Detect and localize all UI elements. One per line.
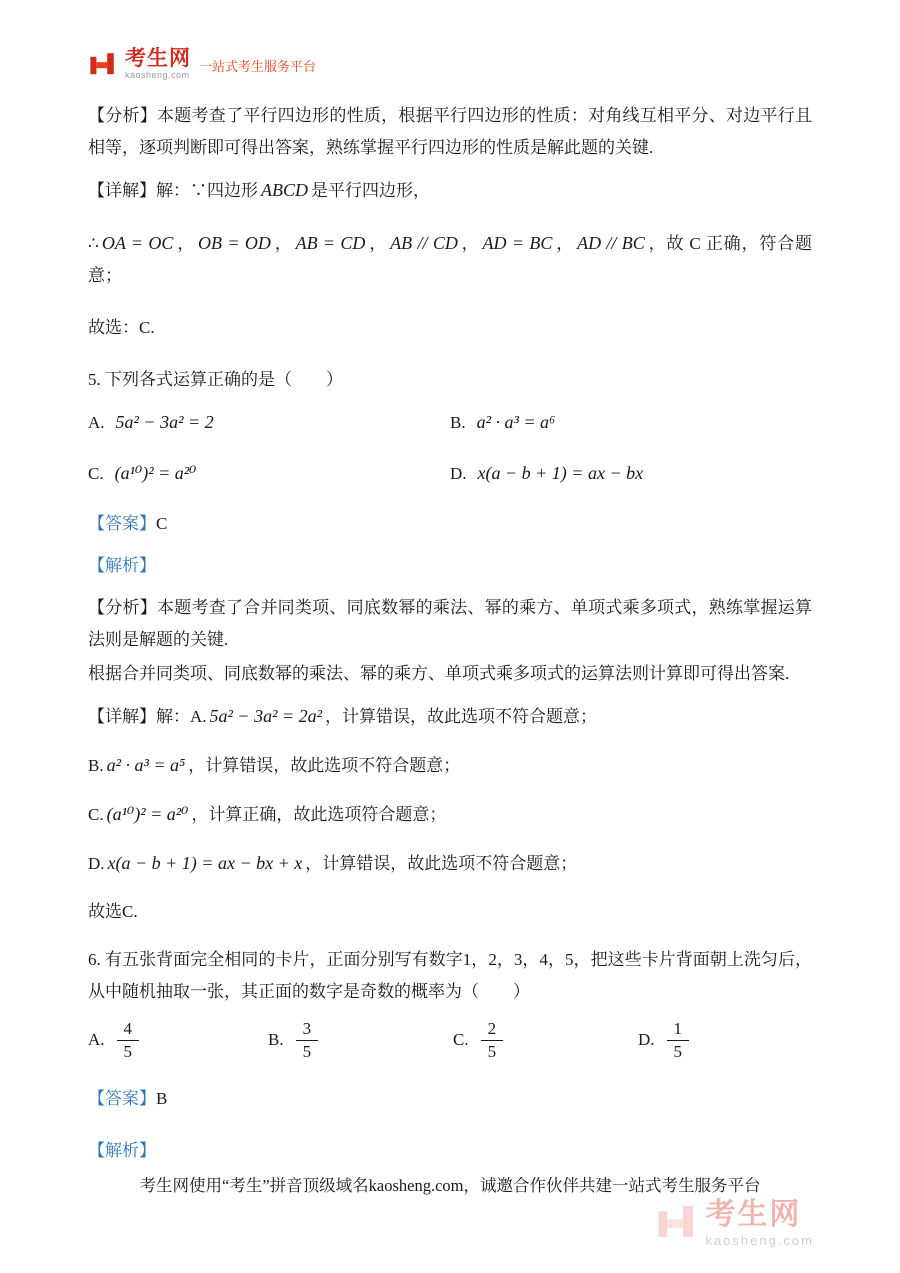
watermark xyxy=(655,1200,814,1247)
options-row xyxy=(88,1018,812,1063)
math-expression: AD // BC xyxy=(577,233,645,253)
options-row xyxy=(88,457,812,490)
text-run: 6. 有五张背面完全相同的卡片，正面分别写有数字1，2，3，4，5，把这些卡片背面朝上洗匀后，从中随机抽取一张，其正面的数字是奇数的概率为（ ） xyxy=(88,950,812,1001)
fraction-numerator: 1 xyxy=(673,1019,683,1038)
math-expression: 5a² − 3a² = 2a² xyxy=(209,706,323,726)
fraction-numerator: 3 xyxy=(302,1019,312,1038)
math-expression: (a¹⁰)² = a²⁰ xyxy=(106,804,189,824)
math-expression: AB // CD xyxy=(390,233,458,253)
text-run: B xyxy=(156,1089,168,1109)
text-run: 【详解】解：A. xyxy=(88,707,207,726)
text-run: 故选：C. xyxy=(88,318,155,337)
text-run: ， xyxy=(273,234,293,253)
text-run: ，计算错误，故此选项不符合题意； xyxy=(188,756,461,775)
text-run: ， xyxy=(176,234,196,253)
watermark-brand: 考生网 xyxy=(705,1198,802,1231)
fraction xyxy=(667,1018,690,1063)
math-expression: OB = OD xyxy=(198,233,271,253)
text-run: ， xyxy=(460,234,480,253)
kaosheng-watermark-icon xyxy=(655,1200,699,1244)
paragraph xyxy=(88,658,812,690)
option-label: A. xyxy=(88,1029,105,1049)
option xyxy=(88,1018,268,1063)
paragraph xyxy=(88,798,812,831)
fraction-denominator: 5 xyxy=(117,1040,140,1063)
option-label: C. xyxy=(453,1029,469,1049)
math-expression: a² · a³ = a⁵ xyxy=(106,755,186,775)
document-body xyxy=(88,100,812,1177)
text-run: D. xyxy=(88,854,105,873)
paragraph xyxy=(88,227,812,292)
option xyxy=(450,457,812,490)
math-expression: OA = OC xyxy=(101,233,174,253)
text-run: ， xyxy=(555,234,575,253)
logo-text xyxy=(125,48,191,80)
fraction xyxy=(296,1018,319,1063)
paragraph xyxy=(88,1135,812,1167)
math-expression: 5a² − 3a² = 2 xyxy=(115,412,214,432)
paragraph xyxy=(88,847,812,880)
page-footer xyxy=(0,1172,900,1196)
text-run: ，计算错误，故此选项不符合题意； xyxy=(325,707,598,726)
math-expression: AB = CD xyxy=(295,233,366,253)
logo-tagline: 一站式考生服务平台 xyxy=(199,59,317,74)
math-expression: a² · a³ = a⁶ xyxy=(476,412,556,432)
paragraph xyxy=(88,550,812,582)
option-label: D. xyxy=(450,464,467,483)
option xyxy=(450,406,812,439)
fraction xyxy=(117,1018,140,1063)
option xyxy=(268,1018,453,1063)
paragraph xyxy=(88,100,812,164)
watermark-text xyxy=(705,1200,814,1247)
math-expression: AD = BC xyxy=(482,233,553,253)
text-run: ，计算正确，故此选项符合题意； xyxy=(191,805,447,824)
fraction-numerator: 4 xyxy=(123,1019,133,1038)
text-run: B. xyxy=(88,756,104,775)
text-run: 【详解】解：∵四边形 xyxy=(88,181,258,200)
text-run: 【分析】本题考查了合并同类项、同底数幂的乘法、幂的乘方、单项式乘多项式，熟练掌握运算法则是解题的关键. xyxy=(88,598,812,649)
option-label: D. xyxy=(638,1029,655,1049)
paragraph xyxy=(88,749,812,782)
text-run: C xyxy=(156,514,168,533)
fraction-denominator: 5 xyxy=(296,1040,319,1063)
paragraph xyxy=(88,592,812,656)
paragraph xyxy=(88,364,812,396)
fraction-numerator: 2 xyxy=(487,1019,497,1038)
option-label: C. xyxy=(88,464,104,483)
options-row xyxy=(88,406,812,439)
math-expression: (a¹⁰)² = a²⁰ xyxy=(114,463,197,483)
footer-text: 考生网使用“考生”拼音顶级域名kaosheng.com，诚邀合作伙伴共建一站式考生服务平台 xyxy=(139,1176,761,1195)
watermark-domain: kaosheng.com xyxy=(705,1233,814,1248)
text-run: 根据合并同类项、同底数幂的乘法、幂的乘方、单项式乘多项式的运算法则计算即可得出答案. xyxy=(88,664,790,683)
paragraph xyxy=(88,700,812,733)
fraction-denominator: 5 xyxy=(481,1040,504,1063)
bracket-label: 【解析】 xyxy=(88,1141,156,1161)
bracket-label: 【答案】 xyxy=(88,1089,156,1109)
option xyxy=(88,406,450,439)
fraction-denominator: 5 xyxy=(667,1040,690,1063)
paragraph xyxy=(88,508,812,540)
paragraph xyxy=(88,944,812,1008)
text-run: 【分析】本题考查了平行四边形的性质，根据平行四边形的性质：对角线互相平分、对边平行且相等，逐项判断即可得出答案，熟练掌握平行四边形的性质是解此题的关键. xyxy=(88,106,812,157)
text-run: ，故 C 正确，符合题意； xyxy=(88,234,813,285)
paragraph xyxy=(88,312,812,344)
option xyxy=(88,457,450,490)
logo-brand: 考生网 xyxy=(125,47,191,70)
site-logo xyxy=(88,48,316,80)
option xyxy=(638,1018,812,1063)
paragraph xyxy=(88,896,812,928)
option-label: B. xyxy=(268,1029,284,1049)
fraction xyxy=(481,1018,504,1063)
option-label: B. xyxy=(450,413,466,432)
text-run: ， xyxy=(368,234,388,253)
option xyxy=(453,1018,638,1063)
option-label: A. xyxy=(88,413,105,432)
math-expression: x(a − b + 1) = ax − bx + x xyxy=(107,853,303,873)
kaosheng-logo-icon xyxy=(88,49,118,79)
logo-domain: kaosheng.com xyxy=(125,70,190,80)
bracket-label: 【答案】 xyxy=(88,514,156,533)
text-run: ，计算错误，故此选项不符合题意； xyxy=(305,854,578,873)
math-expression: ABCD xyxy=(261,180,308,200)
math-expression: x(a − b + 1) = ax − bx xyxy=(477,463,644,483)
paragraph xyxy=(88,1083,812,1115)
text-run: 5. 下列各式运算正确的是（ ） xyxy=(88,370,343,389)
bracket-label: 【解析】 xyxy=(88,556,156,575)
text-run: 故选C. xyxy=(88,902,138,921)
text-run: 是平行四边形， xyxy=(311,181,430,200)
text-run: ∴ xyxy=(88,234,99,253)
text-run: C. xyxy=(88,805,104,824)
paragraph xyxy=(88,174,812,207)
